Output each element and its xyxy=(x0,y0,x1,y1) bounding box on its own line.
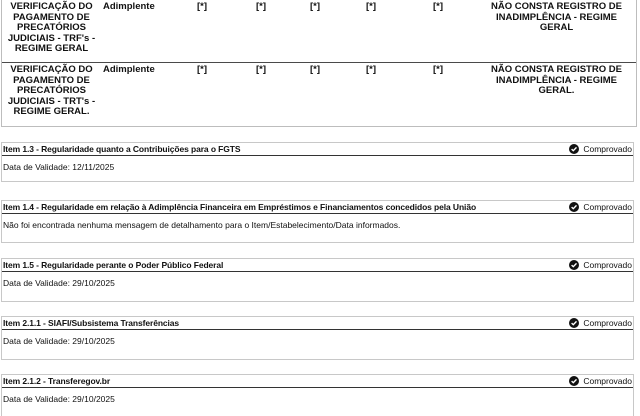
row-cell: [*] xyxy=(287,63,343,128)
check-circle-icon xyxy=(569,202,579,212)
table-row xyxy=(2,63,636,128)
row-cell: [*] xyxy=(432,1,444,12)
check-circle-icon xyxy=(569,376,579,386)
status-badge xyxy=(569,376,632,386)
section-title: Item 1.4 - Regularidade em relação à Adimplência Financeira em Empréstimos e Financiamentos concedidos pela União xyxy=(3,202,477,212)
section-header xyxy=(2,375,633,388)
check-circle-icon xyxy=(569,144,579,154)
item-2-1-2-section xyxy=(1,374,634,416)
status-badge xyxy=(569,260,632,270)
row-result: NÃO CONSTA REGISTRO DE INADIMPLÊNCIA - REGIME GERAL. xyxy=(477,63,636,128)
section-title: Item 1.3 - Regularidade quanto a Contribuições para o FGTS xyxy=(3,144,241,154)
section-title: Item 1.5 - Regularidade perante o Poder Público Federal xyxy=(3,260,224,270)
row-status: Adimplente xyxy=(103,1,155,12)
section-title: Item 2.1.1 - SIAFI/Subsistema Transferências xyxy=(3,318,180,328)
table-row xyxy=(2,0,636,63)
section-body: Data de Validade: 12/11/2025 xyxy=(3,162,115,172)
status-label: Comprovado xyxy=(583,260,632,270)
status-label: Comprovado xyxy=(583,376,632,386)
row-name: VERIFICAÇÃO DO PAGAMENTO DE PRECATÓRIOS JUDICIAIS - TRT's - REGIME GERAL. xyxy=(2,63,101,128)
status-label: Comprovado xyxy=(583,144,632,154)
item-1-3-section xyxy=(1,142,634,182)
status-badge xyxy=(569,318,632,328)
row-cell: [*] xyxy=(255,1,267,12)
section-body: Data de Validade: 29/10/2025 xyxy=(3,278,115,288)
row-status: Adimplente xyxy=(101,63,169,128)
row-cell: [*] xyxy=(196,1,208,12)
status-badge xyxy=(569,144,632,154)
row-cell: [*] xyxy=(169,63,235,128)
row-cell: [*] xyxy=(309,1,321,12)
section-body: Data de Validade: 29/10/2025 xyxy=(3,336,115,346)
status-label: Comprovado xyxy=(583,318,632,328)
row-cell: [*] xyxy=(365,1,377,12)
check-circle-icon xyxy=(569,260,579,270)
row-cell: [*] xyxy=(235,63,287,128)
row-result: NÃO CONSTA REGISTRO DE INADIMPLÊNCIA - REGIME GERAL xyxy=(491,1,622,33)
status-label: Comprovado xyxy=(583,202,632,212)
status-badge xyxy=(569,202,632,212)
precatorios-table xyxy=(2,0,636,127)
row-cell: [*] xyxy=(399,63,477,128)
regularity-table-container xyxy=(1,0,637,127)
section-body: Data de Validade: 29/10/2025 xyxy=(3,394,115,404)
section-body: Não foi encontrada nenhuma mensagem de detalhamento para o Item/Estabelecimento/Data informados. xyxy=(3,220,401,230)
item-2-1-1-section xyxy=(1,316,634,360)
section-header xyxy=(2,259,633,272)
section-title: Item 2.1.2 - Transferegov.br xyxy=(3,376,111,386)
item-1-4-section xyxy=(1,200,634,243)
section-header xyxy=(2,201,633,214)
section-header xyxy=(2,143,633,156)
row-cell: [*] xyxy=(343,63,399,128)
item-1-5-section xyxy=(1,258,634,302)
section-header xyxy=(2,317,633,330)
row-name: VERIFICAÇÃO DO PAGAMENTO DE PRECATÓRIOS JUDICIAIS - TRF's - REGIME GERAL xyxy=(7,1,96,54)
check-circle-icon xyxy=(569,318,579,328)
